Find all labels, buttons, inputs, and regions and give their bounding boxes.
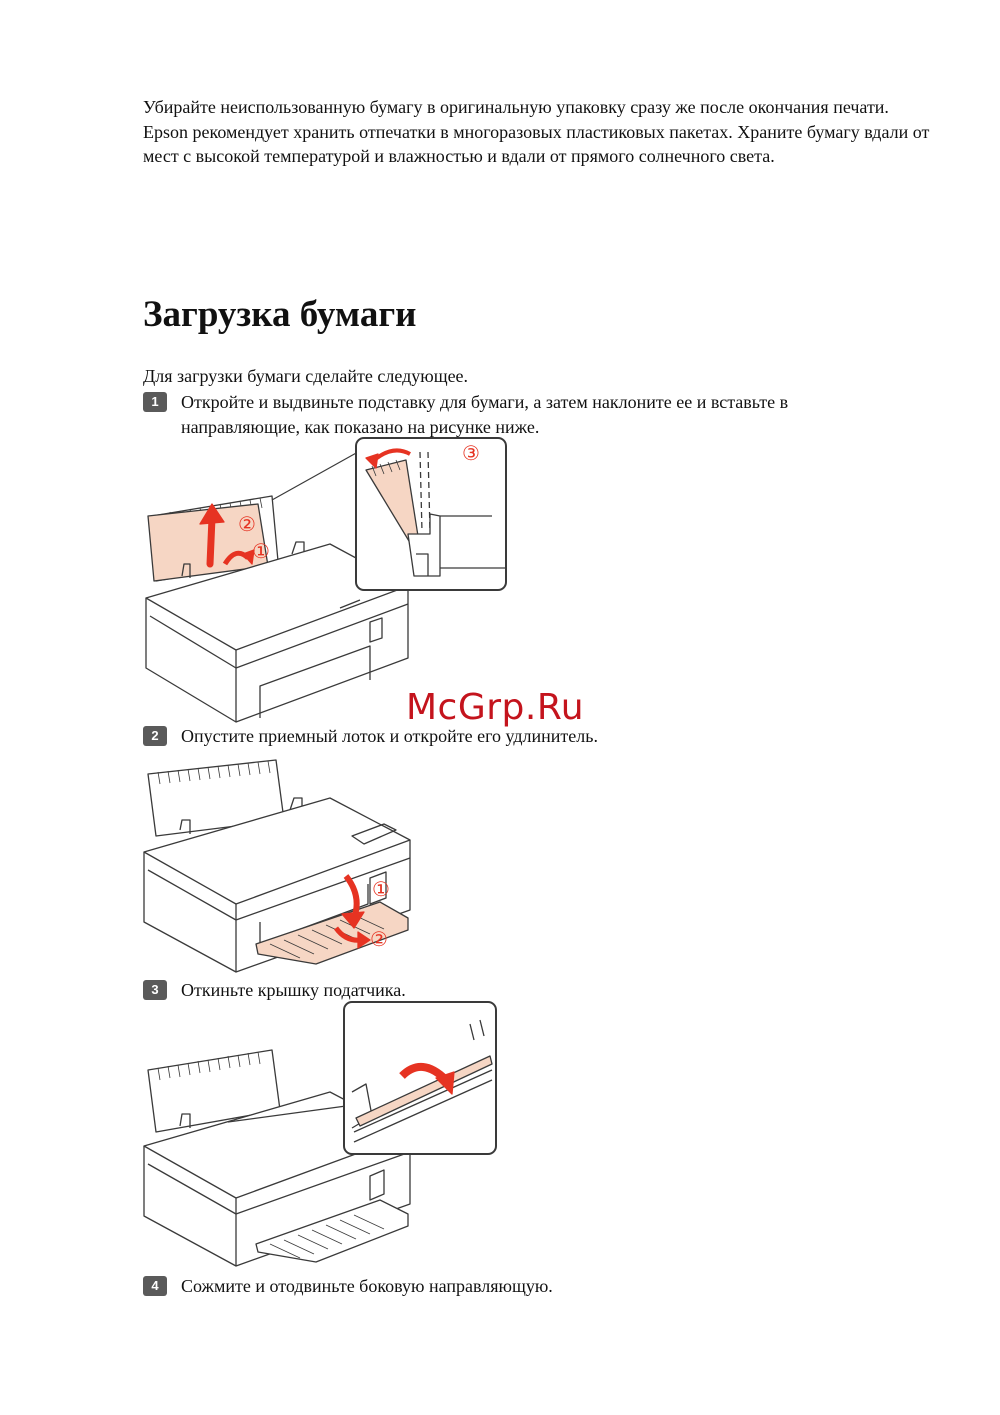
figure-2-output-tray <box>140 758 420 980</box>
fig1-callout-3: ③ <box>462 441 480 465</box>
fig1-callout-2: ② <box>238 512 256 536</box>
fig2-callout-1: ① <box>372 877 390 901</box>
watermark: McGrp.Ru <box>406 687 585 728</box>
step-4-number: 4 <box>143 1276 167 1296</box>
section-heading: Загрузка бумаги <box>143 294 417 335</box>
step-4 <box>143 1274 903 1299</box>
step-3-text: Откиньте крышку податчика. <box>181 980 406 1000</box>
step-2-text: Опустите приемный лоток и откройте его удлинитель. <box>181 726 598 746</box>
intro-paragraph: Убирайте неиспользованную бумагу в оригинальную упаковку сразу же после окончания печати. Epson рекомендует хранить отпечатки в многоразовых пластиковых пакетах. Храните бумагу вдали от мест с высокой температурой и влажностью и вдали от прямого солнечного света. <box>143 97 930 166</box>
step-2 <box>143 724 903 749</box>
step-3 <box>143 978 903 1003</box>
step-1-text: Откройте и выдвиньте подставку для бумаги, а затем наклоните ее и вставьте в направляющие, как показано на рисунке ниже. <box>181 392 789 437</box>
step-2-number: 2 <box>143 726 167 746</box>
step-4-text: Сожмите и отодвиньте боковую направляющую. <box>181 1276 553 1296</box>
step-3-number: 3 <box>143 980 167 1000</box>
fig2-callout-2: ② <box>370 927 388 951</box>
step-1-number: 1 <box>143 392 167 412</box>
fig1-callout-1: ① <box>252 539 270 563</box>
figure-1-paper-support <box>140 436 520 726</box>
figure-3-feeder-cover <box>140 1000 502 1276</box>
lead-text: Для загрузки бумаги сделайте следующее. <box>143 366 469 386</box>
step-1 <box>143 390 903 439</box>
